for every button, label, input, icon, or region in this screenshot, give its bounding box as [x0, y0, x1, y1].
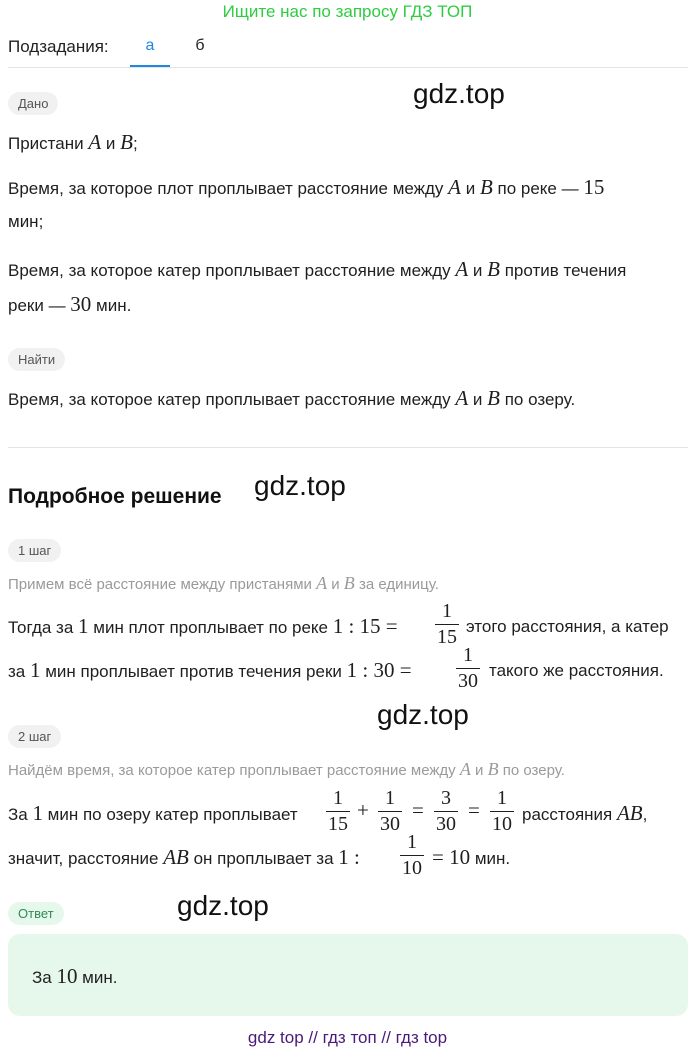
- search-banner: Ищите нас по запросу ГДЗ ТОП: [222, 2, 473, 21]
- given-line-1: Пристани A и B;: [8, 130, 138, 154]
- watermark: gdz.top: [254, 470, 346, 501]
- subtasks-bar: [8, 36, 688, 68]
- fraction-3-30: 3 30: [436, 787, 456, 835]
- watermark: gdz.top: [413, 78, 505, 109]
- given-line-3: мин;: [8, 212, 44, 231]
- answer-box: [8, 934, 688, 1016]
- step-2-line-2: значит, расстояние AB он проплывает за 1 :: [8, 845, 360, 869]
- step-2-chip: 2 шаг: [8, 725, 61, 748]
- step-1-chip: 1 шаг: [8, 539, 61, 562]
- fraction-1-10: 1 10: [402, 831, 422, 879]
- fraction-1-30: 1 30: [380, 787, 400, 835]
- step-1-hint: Примем всё расстояние между пристанями A и B за единицу.: [8, 573, 439, 593]
- step-1-line-1-tail: этого расстояния, а катер: [466, 617, 669, 636]
- find-chip: Найти: [8, 348, 65, 371]
- fraction-1-15: 1 15: [328, 787, 348, 835]
- watermark: gdz.top: [177, 890, 269, 921]
- step-1-line-2: за 1 мин проплывает против течения реки 1 : 30 =: [8, 658, 412, 682]
- step-2-hint: Найдём время, за которое катер проплывает расстояние между A и B по озеру.: [8, 759, 565, 779]
- tab-a[interactable]: а: [130, 37, 170, 67]
- given-line-4: Время, за которое катер проплывает расстояние между A и B против течения: [8, 257, 627, 281]
- step-2-line-2-tail: = 10 мин.: [432, 845, 511, 869]
- fraction-1-10: 1 10: [492, 787, 512, 835]
- fraction-1-15: 1 15: [437, 600, 457, 648]
- step-2-line-1: За 1 мин по озеру катер проплывает: [8, 801, 298, 825]
- footer-links[interactable]: gdz top // гдз топ // гдз top: [247, 1028, 448, 1047]
- find-line-1: Время, за которое катер проплывает расстояние между A и B по озеру.: [8, 386, 576, 410]
- solution-heading: Подробное решение: [8, 485, 222, 508]
- step-2-line-1-tail: расстояния AB,: [522, 801, 648, 825]
- watermark: gdz.top: [377, 699, 469, 730]
- fraction-1-30: 1 30: [458, 644, 478, 692]
- step-1-line-1: Тогда за 1 мин плот проплывает по реке 1 : 15 =: [8, 614, 398, 638]
- answer-text: За 10 мин.: [32, 964, 118, 988]
- section-divider: [8, 447, 688, 448]
- step-1-line-2-tail: такого же расстояния.: [489, 661, 664, 680]
- given-line-2: Время, за которое плот проплывает расстояние между A и B по реке — 15: [8, 175, 605, 199]
- tab-b[interactable]: б: [195, 37, 205, 54]
- answer-chip: Ответ: [8, 902, 64, 925]
- equals-sign: =: [468, 798, 480, 822]
- given-line-5: реки — 30 мин.: [8, 292, 132, 316]
- given-chip: Дано: [8, 92, 58, 115]
- equals-sign: =: [412, 798, 424, 822]
- subtasks-label: Подзадания:: [8, 37, 109, 56]
- plus-sign: +: [357, 798, 369, 822]
